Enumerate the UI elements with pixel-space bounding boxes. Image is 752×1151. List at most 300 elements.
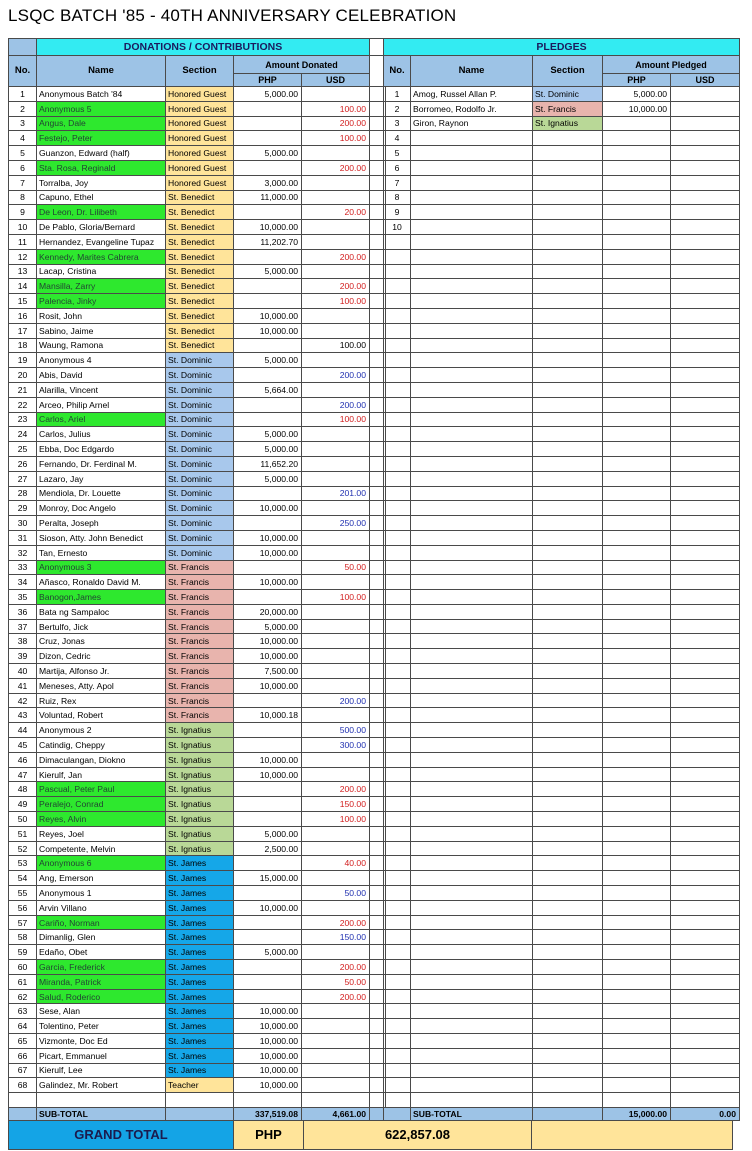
row-number: 13: [9, 264, 37, 279]
row-number: 14: [9, 279, 37, 294]
amount-php: 10,000.00: [234, 1063, 302, 1078]
amount-php: [234, 590, 302, 605]
empty-cell: [671, 249, 740, 264]
amount-php: [234, 960, 302, 975]
empty-cell: [384, 649, 411, 664]
table-row: [9, 871, 386, 886]
row-number: 8: [9, 190, 37, 205]
col-amount-donated-header: Amount Donated: [234, 56, 370, 74]
donor-name: Mansilla, Zarry: [37, 279, 166, 294]
amount-php: 10,000.00: [234, 530, 302, 545]
donor-section: St. Dominic: [166, 516, 234, 531]
empty-cell: [603, 323, 671, 338]
amount-usd: 200.00: [302, 160, 370, 175]
row-number: 50: [9, 812, 37, 827]
empty-cell: [671, 382, 740, 397]
amount-php: 11,000.00: [234, 190, 302, 205]
empty-cell: [671, 989, 740, 1004]
donor-section: St. James: [166, 974, 234, 989]
empty-cell: [603, 368, 671, 383]
table-row: [384, 471, 740, 486]
table-row: [9, 471, 386, 486]
amount-usd: [302, 323, 370, 338]
row-number: 56: [9, 900, 37, 915]
empty-cell: [533, 915, 603, 930]
empty-cell: [603, 442, 671, 457]
empty-cell: [384, 368, 411, 383]
amount-usd: [302, 1048, 370, 1063]
empty-cell: [671, 871, 740, 886]
amount-usd: 250.00: [302, 516, 370, 531]
empty-cell: [384, 545, 411, 560]
table-row: [384, 1004, 740, 1019]
amount-php: [234, 693, 302, 708]
amount-php: 5,000.00: [234, 353, 302, 368]
donor-name: Peralta, Joseph: [37, 516, 166, 531]
sheet-title: LSQC BATCH '85 - 40TH ANNIVERSARY CELEBRATION: [8, 6, 457, 25]
empty-cell: [533, 900, 603, 915]
amount-usd: [302, 427, 370, 442]
donor-section: St. Dominic: [166, 501, 234, 516]
table-row: [9, 101, 386, 116]
donor-section: Honored Guest: [166, 87, 234, 102]
row-number: 55: [9, 886, 37, 901]
table-row: [384, 752, 740, 767]
amount-php: [234, 160, 302, 175]
table-row: [384, 723, 740, 738]
donor-section: St. Benedict: [166, 249, 234, 264]
empty-cell: [384, 664, 411, 679]
table-row: [384, 190, 740, 205]
table-row: [384, 1093, 740, 1108]
amount-usd: 300.00: [302, 738, 370, 753]
empty-cell: [671, 841, 740, 856]
donor-section: St. Francis: [166, 619, 234, 634]
donor-name: Anonymous 2: [37, 723, 166, 738]
empty-cell: [603, 1019, 671, 1034]
empty-cell: [411, 841, 533, 856]
empty-cell: [671, 664, 740, 679]
empty-cell: [384, 1078, 411, 1093]
empty-cell: [671, 427, 740, 442]
empty-cell: [603, 664, 671, 679]
pledge-php: [603, 116, 671, 131]
empty-cell: [533, 693, 603, 708]
pledge-row-number: 9: [384, 205, 411, 220]
donor-section: St. Dominic: [166, 427, 234, 442]
empty-cell: [384, 516, 411, 531]
row-number: 38: [9, 634, 37, 649]
empty-cell: [671, 723, 740, 738]
empty-cell: [384, 486, 411, 501]
donor-name: Voluntad, Robert: [37, 708, 166, 723]
pledger-name: [411, 131, 533, 146]
amount-php: 10,000.18: [234, 708, 302, 723]
amount-php: [234, 412, 302, 427]
empty-cell: [533, 812, 603, 827]
pledge-php: [603, 175, 671, 190]
table-row: [9, 634, 386, 649]
empty-cell: [384, 900, 411, 915]
amount-usd: [302, 604, 370, 619]
empty-cell: [671, 560, 740, 575]
donor-name: Cruz, Jonas: [37, 634, 166, 649]
empty-cell: [411, 353, 533, 368]
empty-cell: [384, 708, 411, 723]
amount-usd: 200.00: [302, 989, 370, 1004]
amount-usd: 100.00: [302, 338, 370, 353]
donor-section: St. Benedict: [166, 264, 234, 279]
amount-usd: [302, 501, 370, 516]
table-row: [384, 382, 740, 397]
donor-section: St. Francis: [166, 664, 234, 679]
empty-cell: [384, 782, 411, 797]
empty-cell: [603, 871, 671, 886]
empty-cell: [384, 634, 411, 649]
empty-cell: [603, 989, 671, 1004]
donor-name: Carlos, Julius: [37, 427, 166, 442]
table-row: [384, 960, 740, 975]
empty-cell: [671, 886, 740, 901]
table-row: [9, 723, 386, 738]
amount-usd: 200.00: [302, 915, 370, 930]
table-row: [384, 693, 740, 708]
table-row: [9, 1004, 386, 1019]
empty-cell: [671, 323, 740, 338]
donor-section: St. Dominic: [166, 545, 234, 560]
amount-usd: 150.00: [302, 797, 370, 812]
amount-usd: [302, 634, 370, 649]
amount-usd: [302, 87, 370, 102]
amount-usd: 200.00: [302, 116, 370, 131]
empty-cell: [533, 397, 603, 412]
empty-cell: [384, 989, 411, 1004]
empty-cell: [533, 1034, 603, 1049]
empty-cell: [411, 412, 533, 427]
amount-php: [234, 812, 302, 827]
table-row: [9, 693, 386, 708]
donor-section: Honored Guest: [166, 160, 234, 175]
amount-php: 20,000.00: [234, 604, 302, 619]
table-row: [384, 604, 740, 619]
empty-cell: [411, 279, 533, 294]
row-number: 5: [9, 146, 37, 161]
amount-php: 10,000.00: [234, 1048, 302, 1063]
table-row: [384, 530, 740, 545]
donor-name: Anonymous 4: [37, 353, 166, 368]
pledger-name: [411, 160, 533, 175]
donor-name: Anonymous 1: [37, 886, 166, 901]
empty-cell: [166, 1093, 234, 1108]
empty-cell: [411, 560, 533, 575]
empty-cell: [384, 723, 411, 738]
pledge-usd: [671, 87, 740, 102]
table-row: [384, 782, 740, 797]
empty-cell: [533, 279, 603, 294]
row-number: 24: [9, 427, 37, 442]
table-row: [384, 1019, 740, 1034]
table-row: [384, 486, 740, 501]
donor-name: Hernandez, Evangeline Tupaz: [37, 234, 166, 249]
donor-section: St. Dominic: [166, 486, 234, 501]
empty-cell: [411, 812, 533, 827]
amount-usd: [302, 1004, 370, 1019]
donor-name: Sta. Rosa, Reginald: [37, 160, 166, 175]
empty-cell: [384, 427, 411, 442]
amount-php: 10,000.00: [234, 767, 302, 782]
empty-cell: [533, 308, 603, 323]
table-row: [9, 442, 386, 457]
row-number: 26: [9, 456, 37, 471]
empty-cell: [671, 471, 740, 486]
empty-cell: [533, 871, 603, 886]
empty-cell: [533, 767, 603, 782]
donor-section: St. Dominic: [166, 368, 234, 383]
table-row: [9, 205, 386, 220]
table-row: [9, 604, 386, 619]
empty-cell: [411, 797, 533, 812]
amount-php: 10,000.00: [234, 575, 302, 590]
pledge-row-number: 5: [384, 146, 411, 161]
donor-section: St. James: [166, 886, 234, 901]
table-row: [9, 338, 386, 353]
donor-section: St. James: [166, 915, 234, 930]
table-row: [384, 87, 740, 102]
donor-section: St. Benedict: [166, 190, 234, 205]
empty-cell: [603, 545, 671, 560]
empty-cell: [384, 353, 411, 368]
empty-cell: [411, 264, 533, 279]
subtotal-php: 337,519.08: [234, 1107, 302, 1120]
donor-section: St. James: [166, 960, 234, 975]
empty-cell: [671, 1034, 740, 1049]
table-row: [384, 220, 740, 235]
donor-name: Sese, Alan: [37, 1004, 166, 1019]
amount-php: 11,652.20: [234, 456, 302, 471]
amount-php: [234, 782, 302, 797]
empty-cell: [411, 752, 533, 767]
empty-cell: [411, 1093, 533, 1108]
table-row: [9, 353, 386, 368]
empty-cell: [411, 782, 533, 797]
donor-name: Banogon,James: [37, 590, 166, 605]
table-row: [384, 841, 740, 856]
pledge-row-number: 10: [384, 220, 411, 235]
empty-cell: [671, 412, 740, 427]
grand-total-currency: PHP: [234, 1121, 304, 1150]
empty-cell: [603, 1093, 671, 1108]
donor-name: Abis, David: [37, 368, 166, 383]
empty-cell: [411, 382, 533, 397]
amount-usd: 100.00: [302, 412, 370, 427]
amount-usd: 200.00: [302, 397, 370, 412]
amount-php: [234, 397, 302, 412]
donor-name: Torralba, Joy: [37, 175, 166, 190]
table-row: [9, 826, 386, 841]
table-row: [384, 708, 740, 723]
empty-cell: [533, 501, 603, 516]
donor-section: St. James: [166, 989, 234, 1004]
empty-cell: [603, 516, 671, 531]
empty-cell: [384, 382, 411, 397]
empty-cell: [603, 338, 671, 353]
empty-cell: [603, 752, 671, 767]
amount-php: 5,000.00: [234, 826, 302, 841]
amount-usd: [302, 471, 370, 486]
empty-cell: [533, 841, 603, 856]
empty-cell: [671, 575, 740, 590]
empty-cell: [533, 1078, 603, 1093]
empty-cell: [37, 1093, 166, 1108]
row-number: 30: [9, 516, 37, 531]
donor-name: Sabino, Jaime: [37, 323, 166, 338]
table-row: [384, 812, 740, 827]
table-row: [384, 249, 740, 264]
table-row: [9, 545, 386, 560]
donor-name: Anonymous Batch '84: [37, 87, 166, 102]
empty-cell: [533, 678, 603, 693]
row-number: 4: [9, 131, 37, 146]
table-row: [9, 486, 386, 501]
empty-cell: [671, 264, 740, 279]
row-number: 62: [9, 989, 37, 1004]
empty-cell: [671, 442, 740, 457]
row-number: 3: [9, 116, 37, 131]
donor-name: Bertulfo, Jick: [37, 619, 166, 634]
empty-cell: [603, 1063, 671, 1078]
table-row: [384, 871, 740, 886]
amount-usd: [302, 146, 370, 161]
amount-php: 5,000.00: [234, 87, 302, 102]
donor-section: St. Francis: [166, 678, 234, 693]
donor-name: Mendiola, Dr. Louette: [37, 486, 166, 501]
empty-cell: [411, 486, 533, 501]
amount-php: [234, 886, 302, 901]
empty-cell: [671, 856, 740, 871]
empty-cell: [384, 738, 411, 753]
amount-php: 11,202.70: [234, 234, 302, 249]
empty-cell: [533, 989, 603, 1004]
amount-php: 10,000.00: [234, 634, 302, 649]
empty-cell: [603, 412, 671, 427]
empty-cell: [533, 826, 603, 841]
donor-name: Garcia, Frederick: [37, 960, 166, 975]
donor-name: Dimanlig, Glen: [37, 930, 166, 945]
donor-section: St. Benedict: [166, 205, 234, 220]
empty-cell: [671, 767, 740, 782]
empty-cell: [533, 619, 603, 634]
table-row: [9, 412, 386, 427]
table-row: [384, 767, 740, 782]
pledge-php: [603, 131, 671, 146]
subtotal-label: SUB-TOTAL: [37, 1107, 166, 1120]
subtotal-usd: 4,661.00: [302, 1107, 370, 1120]
empty-cell: [411, 590, 533, 605]
table-row: [9, 308, 386, 323]
empty-cell: [603, 723, 671, 738]
empty-cell: [603, 974, 671, 989]
empty-cell: [671, 516, 740, 531]
empty-cell: [671, 590, 740, 605]
donor-section: St. Benedict: [166, 220, 234, 235]
empty-cell: [9, 1093, 37, 1108]
amount-usd: [302, 234, 370, 249]
empty-cell: [384, 323, 411, 338]
table-row: [9, 323, 386, 338]
donor-section: St. Dominic: [166, 471, 234, 486]
empty-cell: [533, 338, 603, 353]
donor-name: Edaño, Obet: [37, 945, 166, 960]
table-row: [384, 412, 740, 427]
pledge-php: [603, 160, 671, 175]
empty-cell: [603, 1078, 671, 1093]
donor-section: St. James: [166, 1048, 234, 1063]
empty-cell: [411, 664, 533, 679]
donor-section: St. Francis: [166, 708, 234, 723]
empty-cell: [603, 279, 671, 294]
empty-cell: [603, 797, 671, 812]
empty-cell: [384, 501, 411, 516]
pledge-row-number: 8: [384, 190, 411, 205]
table-row: [384, 649, 740, 664]
table-row: [384, 101, 740, 116]
pledge-php: 10,000.00: [603, 101, 671, 116]
table-row: [384, 175, 740, 190]
row-number: 66: [9, 1048, 37, 1063]
empty-cell: [603, 530, 671, 545]
donor-name: Anonymous 6: [37, 856, 166, 871]
amount-php: 5,000.00: [234, 264, 302, 279]
donations-heading: DONATIONS / CONTRIBUTIONS: [37, 39, 370, 56]
donor-name: Ruiz, Rex: [37, 693, 166, 708]
row-number: 31: [9, 530, 37, 545]
table-row: [9, 767, 386, 782]
empty-cell: [671, 308, 740, 323]
donor-name: Guanzon, Edward (half): [37, 146, 166, 161]
empty-cell: [384, 678, 411, 693]
empty-cell: [384, 604, 411, 619]
amount-php: 5,000.00: [234, 442, 302, 457]
table-row: [384, 856, 740, 871]
donor-section: St. Francis: [166, 649, 234, 664]
amount-php: [234, 738, 302, 753]
row-number: 15: [9, 294, 37, 309]
row-number: 53: [9, 856, 37, 871]
donor-section: St. James: [166, 900, 234, 915]
amount-php: 10,000.00: [234, 323, 302, 338]
table-row: [9, 915, 386, 930]
amount-usd: [302, 767, 370, 782]
amount-usd: 100.00: [302, 131, 370, 146]
amount-php: 3,000.00: [234, 175, 302, 190]
table-row: [384, 575, 740, 590]
amount-php: [234, 560, 302, 575]
row-number: 18: [9, 338, 37, 353]
table-row: [384, 619, 740, 634]
col-name-header: Name: [37, 56, 166, 87]
pledge-usd: [671, 101, 740, 116]
amount-php: [234, 205, 302, 220]
donor-name: Palencia, Jinky: [37, 294, 166, 309]
pledger-name: Borromeo, Rodolfo Jr.: [411, 101, 533, 116]
amount-usd: [302, 1019, 370, 1034]
table-row: [9, 856, 386, 871]
amount-usd: 20.00: [302, 205, 370, 220]
amount-usd: [302, 678, 370, 693]
table-row: [384, 516, 740, 531]
empty-cell: [411, 442, 533, 457]
empty-cell: [671, 279, 740, 294]
